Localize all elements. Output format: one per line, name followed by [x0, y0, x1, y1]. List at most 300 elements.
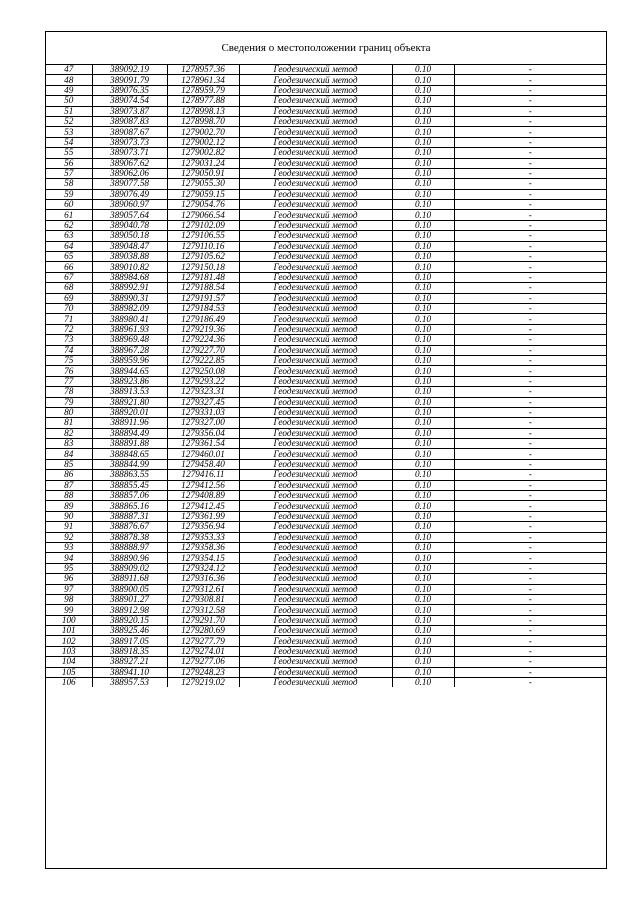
- x-coordinate-cell: 388911.96: [92, 418, 167, 428]
- description-cell: -: [454, 200, 606, 210]
- x-coordinate-cell: 389073.73: [92, 137, 167, 147]
- point-number-cell: 96: [46, 574, 92, 584]
- accuracy-cell: 0.10: [392, 584, 454, 594]
- method-cell: Геодезический метод: [239, 137, 392, 147]
- method-cell: Геодезический метод: [239, 345, 392, 355]
- accuracy-cell: 0.10: [392, 314, 454, 324]
- method-cell: Геодезический метод: [239, 522, 392, 532]
- accuracy-cell: 0.10: [392, 418, 454, 428]
- table-row: [46, 439, 606, 449]
- x-coordinate-cell: 389087.83: [92, 116, 167, 126]
- description-cell: -: [454, 646, 606, 656]
- table-row: [46, 210, 606, 220]
- table-row: [46, 594, 606, 604]
- method-cell: Геодезический метод: [239, 605, 392, 615]
- y-coordinate-cell: 1279222.85: [167, 355, 239, 365]
- table-row: [46, 501, 606, 511]
- method-cell: Геодезический метод: [239, 542, 392, 552]
- method-cell: Геодезический метод: [239, 200, 392, 210]
- method-cell: Геодезический метод: [239, 189, 392, 199]
- method-cell: Геодезический метод: [239, 407, 392, 417]
- method-cell: Геодезический метод: [239, 210, 392, 220]
- x-coordinate-cell: 388863.55: [92, 470, 167, 480]
- x-coordinate-cell: 388944.65: [92, 366, 167, 376]
- point-number-cell: 81: [46, 418, 92, 428]
- table-row: [46, 106, 606, 116]
- y-coordinate-cell: 1279361.99: [167, 511, 239, 521]
- accuracy-cell: 0.10: [392, 532, 454, 542]
- table-row: [46, 470, 606, 480]
- description-cell: -: [454, 574, 606, 584]
- description-cell: -: [454, 96, 606, 106]
- table-row: [46, 605, 606, 615]
- x-coordinate-cell: 388969.48: [92, 335, 167, 345]
- table-row: [46, 428, 606, 438]
- x-coordinate-cell: 388980.41: [92, 314, 167, 324]
- method-cell: Геодезический метод: [239, 626, 392, 636]
- description-cell: -: [454, 127, 606, 137]
- point-number-cell: 104: [46, 657, 92, 667]
- accuracy-cell: 0.10: [392, 106, 454, 116]
- x-coordinate-cell: 388920.15: [92, 615, 167, 625]
- description-cell: -: [454, 553, 606, 563]
- point-number-cell: 64: [46, 241, 92, 251]
- method-cell: Геодезический метод: [239, 667, 392, 677]
- accuracy-cell: 0.10: [392, 148, 454, 158]
- description-cell: -: [454, 657, 606, 667]
- description-cell: -: [454, 459, 606, 469]
- point-number-cell: 101: [46, 626, 92, 636]
- method-cell: Геодезический метод: [239, 241, 392, 251]
- method-cell: Геодезический метод: [239, 532, 392, 542]
- description-cell: -: [454, 439, 606, 449]
- method-cell: Геодезический метод: [239, 480, 392, 490]
- accuracy-cell: 0.10: [392, 231, 454, 241]
- description-cell: -: [454, 418, 606, 428]
- point-number-cell: 65: [46, 252, 92, 262]
- accuracy-cell: 0.10: [392, 459, 454, 469]
- point-number-cell: 86: [46, 470, 92, 480]
- table-row: [46, 262, 606, 272]
- y-coordinate-cell: 1279248.23: [167, 667, 239, 677]
- table-row: [46, 615, 606, 625]
- point-number-cell: 90: [46, 511, 92, 521]
- description-cell: -: [454, 116, 606, 126]
- point-number-cell: 99: [46, 605, 92, 615]
- x-coordinate-cell: 388855.45: [92, 480, 167, 490]
- method-cell: Геодезический метод: [239, 85, 392, 95]
- point-number-cell: 70: [46, 303, 92, 313]
- x-coordinate-cell: 389092.19: [92, 65, 167, 75]
- accuracy-cell: 0.10: [392, 397, 454, 407]
- y-coordinate-cell: 1279188.54: [167, 283, 239, 293]
- point-number-cell: 105: [46, 667, 92, 677]
- table-row: [46, 65, 606, 75]
- x-coordinate-cell: 388967.28: [92, 345, 167, 355]
- y-coordinate-cell: 1279105.62: [167, 252, 239, 262]
- method-cell: Геодезический метод: [239, 158, 392, 168]
- point-number-cell: 51: [46, 106, 92, 116]
- point-number-cell: 56: [46, 158, 92, 168]
- point-number-cell: 62: [46, 220, 92, 230]
- accuracy-cell: 0.10: [392, 168, 454, 178]
- y-coordinate-cell: 1279416.11: [167, 470, 239, 480]
- point-number-cell: 88: [46, 491, 92, 501]
- table-row: [46, 532, 606, 542]
- point-number-cell: 87: [46, 480, 92, 490]
- y-coordinate-cell: 1279224.36: [167, 335, 239, 345]
- description-cell: -: [454, 293, 606, 303]
- method-cell: Геодезический метод: [239, 324, 392, 334]
- method-cell: Геодезический метод: [239, 574, 392, 584]
- y-coordinate-cell: 1278998.70: [167, 116, 239, 126]
- y-coordinate-cell: 1279356.94: [167, 522, 239, 532]
- method-cell: Геодезический метод: [239, 168, 392, 178]
- y-coordinate-cell: 1279327.00: [167, 418, 239, 428]
- point-number-cell: 83: [46, 439, 92, 449]
- method-cell: Геодезический метод: [239, 387, 392, 397]
- x-coordinate-cell: 389091.79: [92, 75, 167, 85]
- description-cell: -: [454, 355, 606, 365]
- point-number-cell: 82: [46, 428, 92, 438]
- accuracy-cell: 0.10: [392, 574, 454, 584]
- table-row: [46, 584, 606, 594]
- y-coordinate-cell: 1279277.79: [167, 636, 239, 646]
- y-coordinate-cell: 1278998.13: [167, 106, 239, 116]
- x-coordinate-cell: 389073.87: [92, 106, 167, 116]
- table-row: [46, 314, 606, 324]
- table-row: [46, 179, 606, 189]
- y-coordinate-cell: 1279050.91: [167, 168, 239, 178]
- description-cell: -: [454, 605, 606, 615]
- table-row: [46, 459, 606, 469]
- x-coordinate-cell: 388982.09: [92, 303, 167, 313]
- x-coordinate-cell: 389010.82: [92, 262, 167, 272]
- accuracy-cell: 0.10: [392, 636, 454, 646]
- table-row: [46, 667, 606, 677]
- accuracy-cell: 0.10: [392, 491, 454, 501]
- x-coordinate-cell: 388918.35: [92, 646, 167, 656]
- description-cell: -: [454, 272, 606, 282]
- method-cell: Геодезический метод: [239, 303, 392, 313]
- table-row: [46, 220, 606, 230]
- x-coordinate-cell: 388984.68: [92, 272, 167, 282]
- point-number-cell: 53: [46, 127, 92, 137]
- y-coordinate-cell: 1279219.02: [167, 678, 239, 688]
- method-cell: Геодезический метод: [239, 636, 392, 646]
- description-cell: -: [454, 283, 606, 293]
- table-row: [46, 231, 606, 241]
- table-row: [46, 345, 606, 355]
- method-cell: Геодезический метод: [239, 283, 392, 293]
- description-cell: -: [454, 252, 606, 262]
- accuracy-cell: 0.10: [392, 542, 454, 552]
- table-row: [46, 148, 606, 158]
- description-cell: -: [454, 106, 606, 116]
- description-cell: -: [454, 522, 606, 532]
- coordinates-table: [46, 65, 606, 687]
- point-number-cell: 91: [46, 522, 92, 532]
- table-row: [46, 626, 606, 636]
- method-cell: Геодезический метод: [239, 96, 392, 106]
- x-coordinate-cell: 388848.65: [92, 449, 167, 459]
- y-coordinate-cell: 1279324.12: [167, 563, 239, 573]
- x-coordinate-cell: 388901.27: [92, 594, 167, 604]
- point-number-cell: 61: [46, 210, 92, 220]
- y-coordinate-cell: 1279274.01: [167, 646, 239, 656]
- description-cell: -: [454, 65, 606, 75]
- accuracy-cell: 0.10: [392, 262, 454, 272]
- method-cell: Геодезический метод: [239, 418, 392, 428]
- table-row: [46, 355, 606, 365]
- description-cell: -: [454, 220, 606, 230]
- method-cell: Геодезический метод: [239, 553, 392, 563]
- method-cell: Геодезический метод: [239, 75, 392, 85]
- x-coordinate-cell: 388941.10: [92, 667, 167, 677]
- point-number-cell: 75: [46, 355, 92, 365]
- description-cell: -: [454, 626, 606, 636]
- description-cell: -: [454, 491, 606, 501]
- table-row: [46, 116, 606, 126]
- y-coordinate-cell: 1279361.54: [167, 439, 239, 449]
- y-coordinate-cell: 1279308.81: [167, 594, 239, 604]
- description-cell: -: [454, 148, 606, 158]
- method-cell: Геодезический метод: [239, 563, 392, 573]
- point-number-cell: 95: [46, 563, 92, 573]
- point-number-cell: 93: [46, 542, 92, 552]
- accuracy-cell: 0.10: [392, 189, 454, 199]
- accuracy-cell: 0.10: [392, 646, 454, 656]
- x-coordinate-cell: 389077.58: [92, 179, 167, 189]
- y-coordinate-cell: 1279250.08: [167, 366, 239, 376]
- y-coordinate-cell: 1279280.69: [167, 626, 239, 636]
- accuracy-cell: 0.10: [392, 657, 454, 667]
- table-row: [46, 75, 606, 85]
- accuracy-cell: 0.10: [392, 272, 454, 282]
- x-coordinate-cell: 388900.05: [92, 584, 167, 594]
- method-cell: Геодезический метод: [239, 355, 392, 365]
- accuracy-cell: 0.10: [392, 75, 454, 85]
- description-cell: -: [454, 179, 606, 189]
- point-number-cell: 76: [46, 366, 92, 376]
- x-coordinate-cell: 388923.86: [92, 376, 167, 386]
- accuracy-cell: 0.10: [392, 553, 454, 563]
- y-coordinate-cell: 1278961.34: [167, 75, 239, 85]
- table-row: [46, 657, 606, 667]
- method-cell: Геодезический метод: [239, 511, 392, 521]
- point-number-cell: 47: [46, 65, 92, 75]
- point-number-cell: 92: [46, 532, 92, 542]
- y-coordinate-cell: 1279458.40: [167, 459, 239, 469]
- accuracy-cell: 0.10: [392, 355, 454, 365]
- y-coordinate-cell: 1279110.16: [167, 241, 239, 251]
- description-cell: -: [454, 532, 606, 542]
- description-cell: -: [454, 376, 606, 386]
- y-coordinate-cell: 1279460.01: [167, 449, 239, 459]
- table-row: [46, 137, 606, 147]
- table-row: [46, 574, 606, 584]
- x-coordinate-cell: 389060.97: [92, 200, 167, 210]
- accuracy-cell: 0.10: [392, 439, 454, 449]
- description-cell: -: [454, 168, 606, 178]
- point-number-cell: 66: [46, 262, 92, 272]
- accuracy-cell: 0.10: [392, 127, 454, 137]
- point-number-cell: 106: [46, 678, 92, 688]
- table-row: [46, 335, 606, 345]
- y-coordinate-cell: 1279316.36: [167, 574, 239, 584]
- y-coordinate-cell: 1279184.53: [167, 303, 239, 313]
- table-row: [46, 127, 606, 137]
- description-cell: -: [454, 241, 606, 251]
- method-cell: Геодезический метод: [239, 220, 392, 230]
- y-coordinate-cell: 1279059.15: [167, 189, 239, 199]
- method-cell: Геодезический метод: [239, 314, 392, 324]
- method-cell: Геодезический метод: [239, 397, 392, 407]
- method-cell: Геодезический метод: [239, 646, 392, 656]
- description-cell: -: [454, 594, 606, 604]
- point-number-cell: 102: [46, 636, 92, 646]
- table-row: [46, 303, 606, 313]
- x-coordinate-cell: 388912.98: [92, 605, 167, 615]
- table-row: [46, 387, 606, 397]
- y-coordinate-cell: 1279186.49: [167, 314, 239, 324]
- description-cell: -: [454, 158, 606, 168]
- x-coordinate-cell: 389057.64: [92, 210, 167, 220]
- method-cell: Геодезический метод: [239, 615, 392, 625]
- y-coordinate-cell: 1278977.88: [167, 96, 239, 106]
- x-coordinate-cell: 388891.88: [92, 439, 167, 449]
- coordinates-table-body: [46, 65, 606, 687]
- y-coordinate-cell: 1279354.15: [167, 553, 239, 563]
- accuracy-cell: 0.10: [392, 626, 454, 636]
- table-row: [46, 553, 606, 563]
- x-coordinate-cell: 388911.68: [92, 574, 167, 584]
- table-row: [46, 418, 606, 428]
- point-number-cell: 74: [46, 345, 92, 355]
- method-cell: Геодезический метод: [239, 293, 392, 303]
- point-number-cell: 67: [46, 272, 92, 282]
- y-coordinate-cell: 1279312.58: [167, 605, 239, 615]
- method-cell: Геодезический метод: [239, 376, 392, 386]
- method-cell: Геодезический метод: [239, 272, 392, 282]
- accuracy-cell: 0.10: [392, 511, 454, 521]
- y-coordinate-cell: 1279331.03: [167, 407, 239, 417]
- accuracy-cell: 0.10: [392, 241, 454, 251]
- x-coordinate-cell: 388917.05: [92, 636, 167, 646]
- y-coordinate-cell: 1279002.12: [167, 137, 239, 147]
- accuracy-cell: 0.10: [392, 85, 454, 95]
- table-row: [46, 646, 606, 656]
- description-cell: -: [454, 397, 606, 407]
- x-coordinate-cell: 388990.31: [92, 293, 167, 303]
- x-coordinate-cell: 388844.99: [92, 459, 167, 469]
- x-coordinate-cell: 388920.01: [92, 407, 167, 417]
- method-cell: Геодезический метод: [239, 116, 392, 126]
- point-number-cell: 55: [46, 148, 92, 158]
- y-coordinate-cell: 1279227.70: [167, 345, 239, 355]
- x-coordinate-cell: 388865.16: [92, 501, 167, 511]
- table-row: [46, 283, 606, 293]
- accuracy-cell: 0.10: [392, 522, 454, 532]
- accuracy-cell: 0.10: [392, 200, 454, 210]
- table-row: [46, 158, 606, 168]
- table-row: [46, 200, 606, 210]
- point-number-cell: 60: [46, 200, 92, 210]
- point-number-cell: 54: [46, 137, 92, 147]
- description-cell: -: [454, 210, 606, 220]
- accuracy-cell: 0.10: [392, 293, 454, 303]
- accuracy-cell: 0.10: [392, 116, 454, 126]
- point-number-cell: 57: [46, 168, 92, 178]
- description-cell: -: [454, 563, 606, 573]
- accuracy-cell: 0.10: [392, 137, 454, 147]
- y-coordinate-cell: 1279102.09: [167, 220, 239, 230]
- accuracy-cell: 0.10: [392, 594, 454, 604]
- x-coordinate-cell: 388887.31: [92, 511, 167, 521]
- description-cell: -: [454, 366, 606, 376]
- accuracy-cell: 0.10: [392, 65, 454, 75]
- boundary-info-frame: [45, 31, 607, 869]
- point-number-cell: 79: [46, 397, 92, 407]
- accuracy-cell: 0.10: [392, 158, 454, 168]
- accuracy-cell: 0.10: [392, 605, 454, 615]
- description-cell: -: [454, 428, 606, 438]
- y-coordinate-cell: 1279356.04: [167, 428, 239, 438]
- accuracy-cell: 0.10: [392, 480, 454, 490]
- table-row: [46, 189, 606, 199]
- x-coordinate-cell: 388992.91: [92, 283, 167, 293]
- x-coordinate-cell: 389067.62: [92, 158, 167, 168]
- point-number-cell: 78: [46, 387, 92, 397]
- x-coordinate-cell: 388921.80: [92, 397, 167, 407]
- accuracy-cell: 0.10: [392, 376, 454, 386]
- method-cell: Геодезический метод: [239, 501, 392, 511]
- table-row: [46, 511, 606, 521]
- point-number-cell: 103: [46, 646, 92, 656]
- table-row: [46, 397, 606, 407]
- description-cell: -: [454, 303, 606, 313]
- table-row: [46, 542, 606, 552]
- point-number-cell: 72: [46, 324, 92, 334]
- description-cell: -: [454, 345, 606, 355]
- y-coordinate-cell: 1279323.31: [167, 387, 239, 397]
- point-number-cell: 84: [46, 449, 92, 459]
- point-number-cell: 77: [46, 376, 92, 386]
- description-cell: -: [454, 636, 606, 646]
- accuracy-cell: 0.10: [392, 667, 454, 677]
- x-coordinate-cell: 388876.67: [92, 522, 167, 532]
- description-cell: -: [454, 511, 606, 521]
- x-coordinate-cell: 389040.78: [92, 220, 167, 230]
- method-cell: Геодезический метод: [239, 231, 392, 241]
- description-cell: -: [454, 449, 606, 459]
- table-row: [46, 376, 606, 386]
- x-coordinate-cell: 388894.49: [92, 428, 167, 438]
- method-cell: Геодезический метод: [239, 439, 392, 449]
- table-row: [46, 522, 606, 532]
- x-coordinate-cell: 388888.97: [92, 542, 167, 552]
- description-cell: -: [454, 262, 606, 272]
- x-coordinate-cell: 388959.96: [92, 355, 167, 365]
- accuracy-cell: 0.10: [392, 179, 454, 189]
- point-number-cell: 58: [46, 179, 92, 189]
- method-cell: Геодезический метод: [239, 179, 392, 189]
- x-coordinate-cell: 389038.88: [92, 252, 167, 262]
- point-number-cell: 71: [46, 314, 92, 324]
- accuracy-cell: 0.10: [392, 407, 454, 417]
- method-cell: Геодезический метод: [239, 584, 392, 594]
- point-number-cell: 63: [46, 231, 92, 241]
